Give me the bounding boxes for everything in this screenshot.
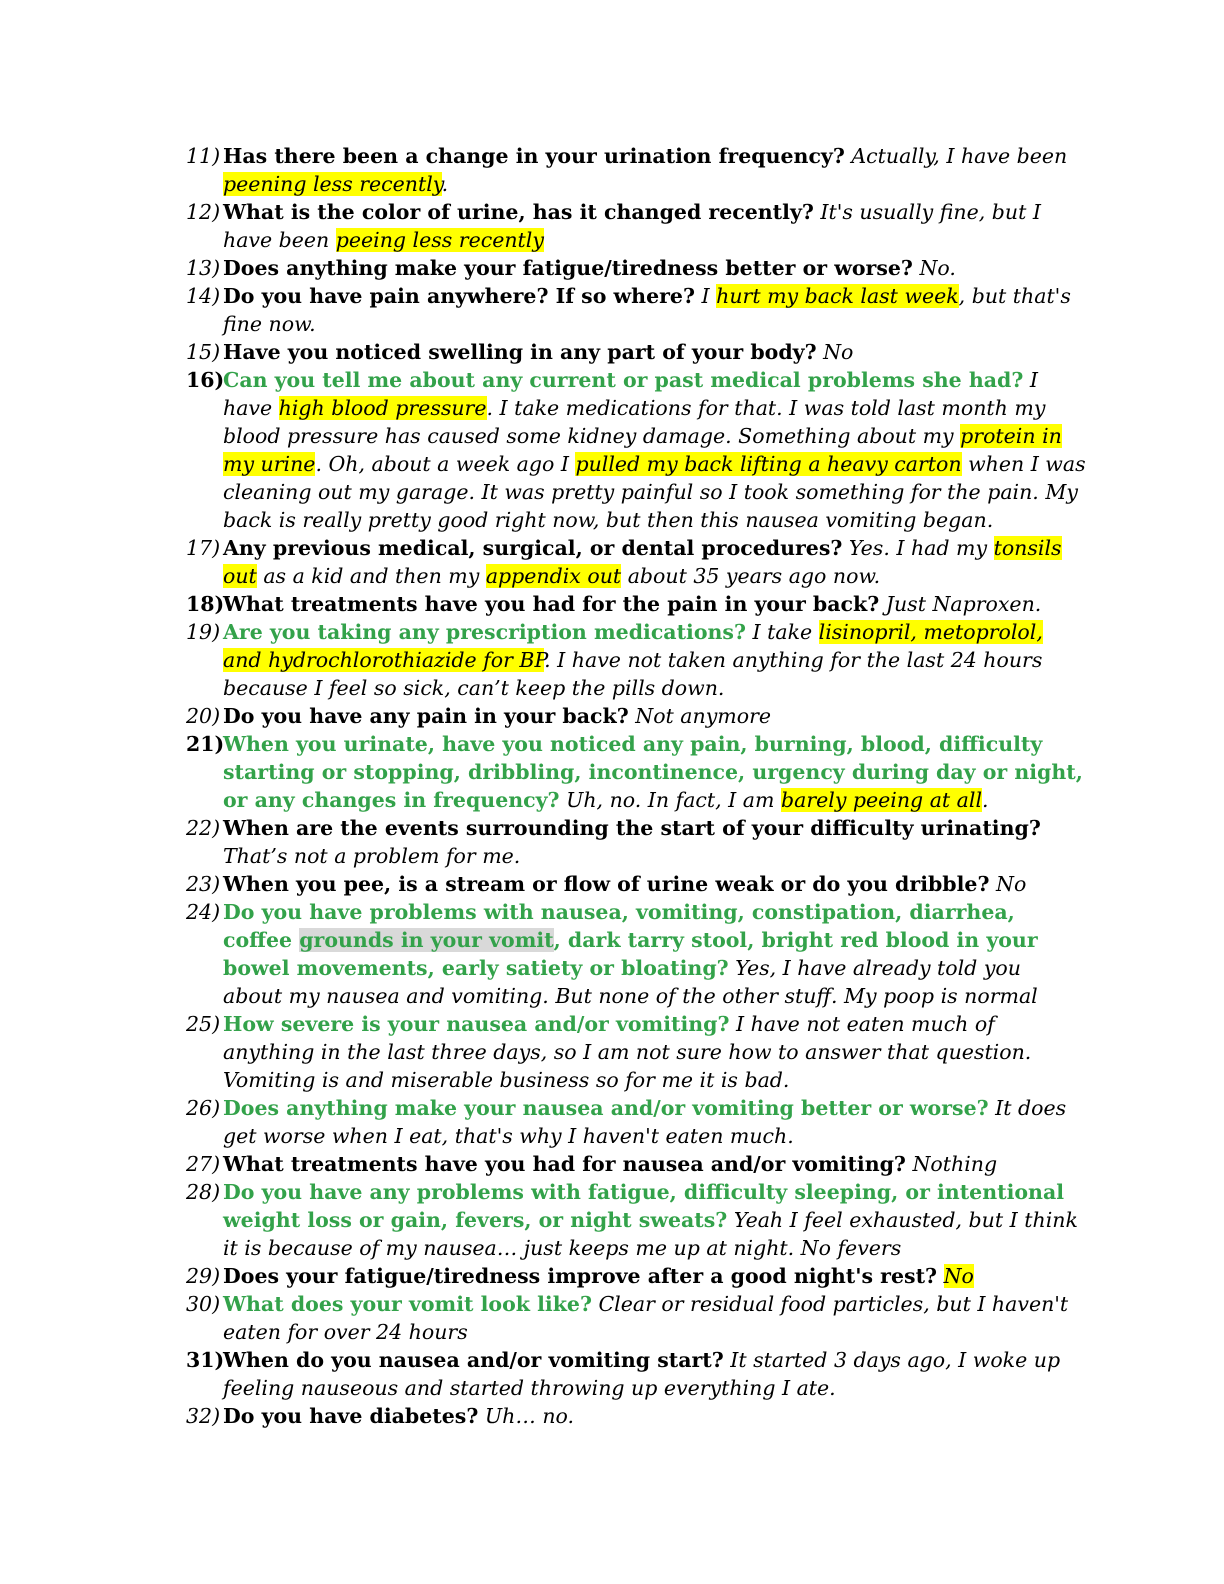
item-number: 27) — [186, 1152, 221, 1176]
item-number: 31) — [186, 1348, 225, 1372]
item-number: 23) — [186, 872, 221, 896]
highlighted-answer: tonsils out — [223, 536, 1062, 588]
item-body — [223, 198, 1086, 254]
item-body — [223, 1262, 1086, 1290]
answer-text: Not anymore — [628, 704, 772, 728]
item-body — [223, 814, 1086, 870]
list-item — [186, 1262, 1086, 1290]
answer-text: It's usually fine, but I have been — [223, 200, 1041, 252]
highlighted-answer: No — [943, 1264, 974, 1288]
item-body — [223, 254, 1086, 282]
answer-text: . — [982, 788, 989, 812]
list-item — [186, 898, 1086, 1010]
item-body — [223, 366, 1086, 534]
answer-text: when I was cleaning out my garage. It was pretty painful so I took something for the pain. My back is really pretty good right now, but then this nausea vomiting began. — [223, 452, 1086, 532]
item-body — [223, 618, 1086, 702]
answer-text: Just Naproxen. — [879, 592, 1042, 616]
item-body — [223, 730, 1086, 814]
question-text: , dark tarry stool, bright red blood in your bowel movements, early satiety or bloating? — [223, 928, 1038, 980]
highlighted-answer: protein in my urine — [223, 424, 1062, 476]
answer-text: Uh, no. In fact, I am — [559, 788, 781, 812]
answer-text: as a kid and then my — [256, 564, 486, 588]
question-text: Do you have diabetes? — [223, 1404, 479, 1428]
answer-text: That’s not a problem for me. — [223, 844, 521, 868]
question-text: When are the events surrounding the start of your difficulty urinating? — [223, 816, 1041, 840]
item-body — [223, 898, 1086, 1010]
list-item — [186, 618, 1086, 702]
item-body — [223, 1010, 1086, 1094]
list-item — [186, 254, 1086, 282]
list-item — [186, 534, 1086, 590]
item-body — [223, 590, 1086, 618]
item-body — [223, 1290, 1086, 1346]
item-body — [223, 338, 1086, 366]
question-text: When you urinate, have you noticed any pain, burning, blood, difficulty starting or stopping, dribbling, incontinence, urgency during day or night, or any changes in frequency? — [223, 732, 1083, 812]
question-text: Do you have any problems with fatigue, difficulty sleeping, or intentional weight loss or gain, fevers, or night sweats? — [223, 1180, 1065, 1232]
item-body — [223, 702, 1086, 730]
item-number: 16) — [186, 368, 225, 392]
item-number: 26) — [186, 1096, 221, 1120]
item-number: 17) — [186, 536, 221, 560]
question-text: What treatments have you had for the pain in your back? — [223, 592, 880, 616]
answer-text: No. — [912, 256, 956, 280]
item-number: 13) — [186, 256, 221, 280]
highlighted-answer: lisinopril, metoprolol, and hydrochlorothiazide for BP — [223, 620, 1043, 672]
question-list — [186, 142, 1086, 1430]
question-text: How severe is your nausea and/or vomiting? — [223, 1012, 730, 1036]
item-number: 19) — [186, 620, 221, 644]
answer-text: It does get worse when I eat, that's why I haven't eaten much. — [223, 1096, 1067, 1148]
question-text: What is the color of urine, has it changed recently? — [223, 200, 814, 224]
question-text: Has there been a change in your urination frequency? — [223, 144, 845, 168]
question-text: Are you taking any prescription medications? — [223, 620, 746, 644]
answer-text: Actually, I have been — [844, 144, 1068, 168]
list-item — [186, 366, 1086, 534]
list-item — [186, 142, 1086, 198]
item-body — [223, 1094, 1086, 1150]
highlighted-answer: pulled my back lifting a heavy carton — [575, 452, 962, 476]
item-body — [223, 1402, 1086, 1430]
highlighted-answer: hurt my back last week — [716, 284, 959, 308]
answer-text: Yes, I have already told you about my nausea and vomiting. But none of the other stuff. My poop is normal — [223, 956, 1038, 1008]
answer-text: I have not eaten much of anything in the last three days, so I am not sure how to answer that question. Vomiting is and miserable business so for me it is bad. — [223, 1012, 1032, 1092]
answer-text: . I take medications for that. I was told last month my blood pressure has caused some kidney damage. Something about my — [223, 396, 1046, 448]
list-item — [186, 338, 1086, 366]
list-item — [186, 814, 1086, 870]
highlighted-answer: appendix out — [485, 564, 622, 588]
answer-text: I — [694, 284, 717, 308]
item-number: 29) — [186, 1264, 221, 1288]
highlighted-answer: barely peeing at all — [780, 788, 983, 812]
item-number: 11) — [186, 144, 221, 168]
question-text: Do you have problems with nausea, vomiting, constipation, diarrhea, coffee — [223, 900, 1015, 952]
highlighted-answer: peening less recently — [223, 172, 442, 196]
item-body — [223, 534, 1086, 590]
question-text: Can you tell me about any current or past medical problems she had? — [223, 368, 1024, 392]
item-number: 30) — [186, 1292, 221, 1316]
question-text: When you pee, is a stream or flow of urine weak or do you dribble? — [223, 872, 990, 896]
question-text: When do you nausea and/or vomiting start? — [223, 1348, 724, 1372]
question-text: Does your fatigue/tiredness improve after a good night's rest? — [223, 1264, 938, 1288]
answer-text: No — [989, 872, 1027, 896]
item-body — [223, 1346, 1086, 1402]
item-body — [223, 870, 1086, 898]
list-item — [186, 1402, 1086, 1430]
item-body — [223, 1150, 1086, 1178]
answer-text: Yes. I had my — [842, 536, 994, 560]
question-text: Any previous medical, surgical, or dental procedures? — [223, 536, 843, 560]
highlighted-answer: high blood pressure — [278, 396, 487, 420]
question-text: Does anything make your nausea and/or vomiting better or worse? — [223, 1096, 989, 1120]
item-number: 28) — [186, 1180, 221, 1204]
item-number: 18) — [186, 592, 225, 616]
answer-text: , but that's fine now. — [223, 284, 1071, 336]
highlighted-answer: peeing less recently — [335, 228, 544, 252]
answer-text: . I have not taken anything for the last 24 hours because I feel so sick, can’t keep the pills down. — [223, 648, 1043, 700]
list-item — [186, 1094, 1086, 1150]
item-number: 14) — [186, 284, 221, 308]
question-text: What treatments have you had for nausea and/or vomiting? — [223, 1152, 906, 1176]
answer-text: Nothing — [905, 1152, 998, 1176]
list-item — [186, 198, 1086, 254]
answer-text: about 35 years ago now. — [621, 564, 881, 588]
item-number: 21) — [186, 732, 225, 756]
question-text: Do you have pain anywhere? If so where? — [223, 284, 695, 308]
list-item — [186, 590, 1086, 618]
item-number: 24) — [186, 900, 221, 924]
list-item — [186, 1178, 1086, 1262]
answer-text: Clear or residual food particles, but I haven't eaten for over 24 hours — [223, 1292, 1069, 1344]
list-item — [186, 282, 1086, 338]
answer-text: I have — [223, 368, 1038, 420]
item-body — [223, 282, 1086, 338]
answer-text: It started 3 days ago, I woke up feeling nauseous and started throwing up everything I ate. — [223, 1348, 1061, 1400]
answer-text: No — [816, 340, 854, 364]
item-body — [223, 1178, 1086, 1262]
answer-text — [937, 1264, 944, 1288]
item-number: 15) — [186, 340, 221, 364]
item-number: 20) — [186, 704, 221, 728]
answer-text: . — [441, 172, 449, 196]
item-body — [223, 142, 1086, 198]
question-text: Does anything make your fatigue/tiredness better or worse? — [223, 256, 913, 280]
item-number: 32) — [186, 1404, 221, 1428]
list-item — [186, 1346, 1086, 1402]
list-item — [186, 702, 1086, 730]
list-item — [186, 1010, 1086, 1094]
answer-text: I take — [745, 620, 819, 644]
list-item — [186, 1150, 1086, 1178]
list-item — [186, 1290, 1086, 1346]
answer-text: Uh… no. — [478, 1404, 575, 1428]
question-text: Do you have any pain in your back? — [223, 704, 629, 728]
answer-text: Yeah I feel exhausted, but I think it is because of my nausea… just keeps me up at night. No fevers — [223, 1208, 1078, 1260]
list-item — [186, 730, 1086, 814]
gray-highlighted-question: grounds in your vomit — [299, 928, 554, 952]
answer-text: . Oh, about a week ago I — [315, 452, 576, 476]
list-item — [186, 870, 1086, 898]
item-number: 25) — [186, 1012, 221, 1036]
item-number: 22) — [186, 816, 221, 840]
question-text: Have you noticed swelling in any part of your body? — [223, 340, 817, 364]
item-number: 12) — [186, 200, 221, 224]
question-text: What does your vomit look like? — [223, 1292, 592, 1316]
